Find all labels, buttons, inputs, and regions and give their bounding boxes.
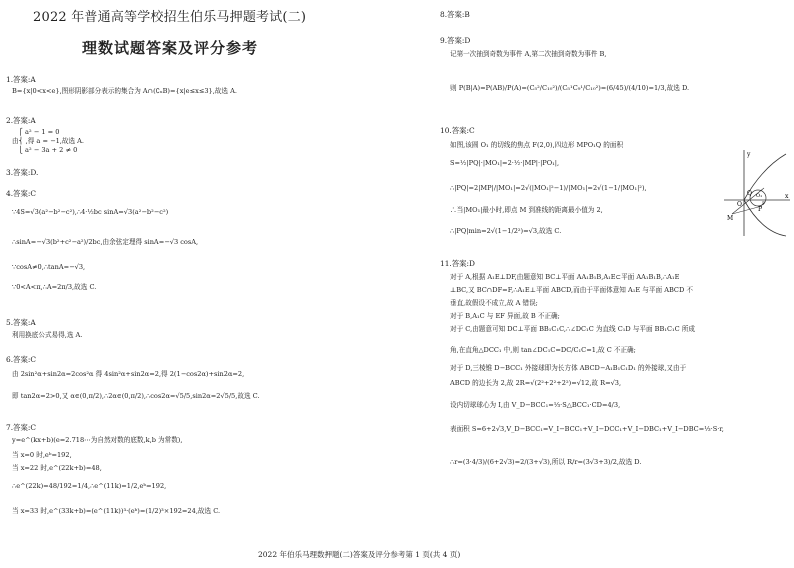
answer-7-line1: y=e^(kx+b)(e=2.718⋯为自然对数的底数,k,b 为常数),: [12, 436, 183, 444]
answer-5-label: 5.答案:A: [6, 318, 36, 327]
answer-11-line2: ⊥BC,又 BC∩DF=F,∴A₁E⊥平面 ABCD,而由于平面体意知 A₁E 与平面 ABCD 不: [450, 286, 693, 294]
answer-7-line3: 当 x=22 时,e^(22k+b)=48,: [12, 464, 102, 472]
answer-6-label: 6.答案:C: [6, 355, 36, 364]
answer-11-line9: 设内切球球心为 I,由 V_D−BCC₁=⅓·S△BCC₁·CD=4/3,: [450, 401, 621, 409]
answer-9-line1: 记第一次抽到奇数为事件 A,第二次抽到奇数为事件 B,: [450, 50, 607, 58]
answer-9-line2: 则 P(B|A)=P(AB)/P(A)=(C₅²/C₁₀²)/(C₅¹C₉¹/C₁₀²)=(6/45)/(4/10)=1/3,故选 D.: [450, 84, 690, 92]
answer-11-line5: 对于 C,由题意可知 DC⊥平面 BB₁C₁C,∴∠DC₁C 为直线 C₁D 与平面 BB₁C₁C 所成: [450, 325, 696, 333]
answer-2-line2: 由⎨ ,得 a = −1,故选 A.: [12, 137, 85, 145]
answer-11-line3: 垂直,故假设不成立,故 A 错误;: [450, 299, 538, 307]
figure-label-y: y: [747, 151, 751, 158]
answer-11-line7: 对于 D,三棱锥 D−BCC₁ 外接球即为长方体 ABCD−A₁B₁C₁D₁ 的外接球,又由于: [450, 364, 687, 372]
answer-11-line8: ABCD 的边长为 2,故 2R=√(2²+2²+2²)=√12,故 R=√3,: [450, 379, 622, 387]
page-footer: 2022 年伯乐马理数押题(二)答案及评分参考第 1 页(共 4 页): [258, 550, 461, 559]
answer-11-line10: 表面积 S=6+2√3,V_D−BCC₁=V_I−BCC₁+V_I−DCC₁+V_I−DBC₁+V_I−DBC=⅓·S·r,: [450, 425, 724, 433]
answer-10-line2: S=½|PQ|·|MO₁|=2·½·|MP|·|PO₁|,: [450, 159, 560, 167]
answer-6-line2: 即 tan2α=2>0,又 α∈(0,π/2),∴2α∈(0,π/2),∴cos2α=√5/5,sin2α=2√5/5,故选 C.: [12, 392, 260, 400]
answer-10-line5: ∴|PQ|min=2√(1−1/2²)=√3,故选 C.: [450, 227, 562, 235]
answer-4-label: 4.答案:C: [6, 189, 36, 198]
document-title: 理数试题答案及评分参考: [82, 39, 259, 57]
answer-6-line1: 由 2sin²α+sin2α=2cos²α 得 4sin²α+sin2α=2,得 2(1−cos2α)+sin2α=2,: [12, 370, 245, 378]
answer-4-line2: ∴sinA=−√3(b²+c²−a²)/2bc,由余弦定理得 sinA=−√3 cosA,: [12, 238, 199, 246]
figure-label-q: Q: [747, 190, 752, 197]
answer-1-text: B={x|0<x<e},图形阴影部分表示的集合为 A∩(∁ᵤB)={x|e≤x≤3},故选 A.: [12, 87, 237, 95]
answer-5-text: 利用换底公式易得,选 A.: [12, 331, 83, 339]
answer-11-line6: 角,在直角△DCC₁ 中,则 tan∠DC₁C=DC/C₁C=1,故 C 不正确;: [450, 346, 636, 354]
figure-label-m: M: [727, 215, 734, 222]
answer-4-line1: ∵4S=√3(a²−b²−c²),∴4·½bc sinA=√3(a²−b²−c²): [12, 208, 169, 216]
answer-2-line1: ⎧ a² − 1 = 0: [18, 128, 60, 136]
figure-label-f: F: [762, 201, 766, 207]
answer-7-label: 7.答案:C: [6, 423, 36, 432]
parabola-figure: [722, 148, 792, 238]
answer-10-line3: ∴|PQ|=2|MP|/|MO₁|=2√(|MO₁|²−1)/|MO₁|=2√(1−1/|MO₁|²),: [450, 184, 647, 192]
answer-10-label: 10.答案:C: [440, 126, 475, 135]
answer-10-line1: 如图,该圆 O₁ 的切线的焦点 F(2,0),四边形 MPO₁Q 的面积: [450, 141, 624, 149]
answer-8-label: 8.答案:B: [440, 10, 470, 19]
answer-7-line4: ∴e^(22k)=48/192=1/4,∴e^(11k)=1/2,eᵇ=192,: [12, 482, 167, 490]
exam-title: 2022 年普通高等学校招生伯乐马押题考试(二): [33, 10, 307, 25]
answer-2-label: 2.答案:A: [6, 116, 36, 125]
answer-7-line5: 当 x=33 时,e^(33k+b)=(e^(11k))³·(eᵇ)=(1/2)³×192=24,故选 C.: [12, 507, 221, 515]
answer-2-line3: ⎩ a² − 3a + 2 ≠ 0: [18, 146, 78, 154]
figure-label-o1: O₁: [756, 193, 763, 199]
answer-4-line4: ∵0<A<π,∴A=2π/3,故选 C.: [12, 283, 97, 291]
answer-9-label: 9.答案:D: [440, 36, 471, 45]
answer-11-line11: ∴r=(3·4/3)/(6+2√3)=2/(3+√3),所以 R/r=(3√3+3)/2,故选 D.: [450, 458, 642, 466]
answer-10-line4: ∴当|MO₁|最小时,即点 M 到准线的距离最小值为 2,: [450, 206, 603, 214]
figure-label-o: O: [737, 201, 742, 208]
answer-11-line1: 对于 A,根据 A₁E⊥DF,由题意知 BC⊥平面 AA₁B₁B,A₁E⊂平面 AA₁B₁B,∴A₁E: [450, 273, 680, 281]
answer-11-line4: 对于 B,A₁C 与 EF 异面,故 B 不正确;: [450, 312, 560, 320]
answer-7-line2: 当 x=0 时,eᵇ=192,: [12, 451, 72, 459]
answer-3-label: 3.答案:D.: [6, 168, 39, 177]
figure-label-x: x: [785, 193, 789, 200]
answer-11-label: 11.答案:D: [440, 259, 475, 268]
figure-label-p: P: [758, 206, 763, 213]
answer-4-line3: ∵cosA≠0,∴tanA=−√3,: [12, 263, 86, 271]
answer-1-label: 1.答案:A: [6, 75, 36, 84]
